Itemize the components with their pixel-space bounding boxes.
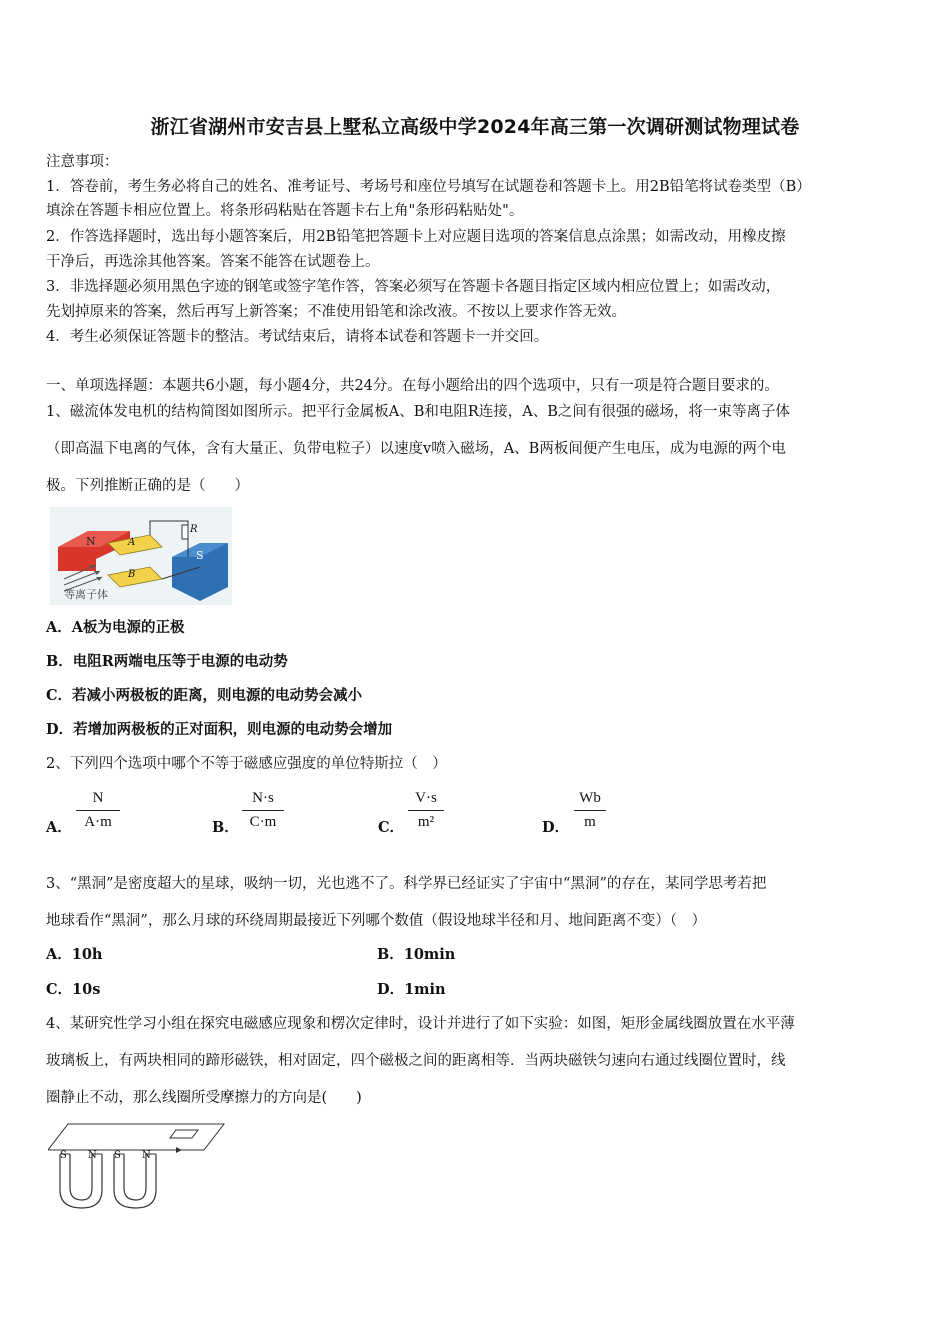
notice-line: 干净后，再选涂其他答案。答案不能答在试题卷上。 (46, 254, 380, 270)
figure-label-s: S (196, 549, 204, 562)
figure-label-r: R (190, 524, 198, 535)
question-1-option: B．电阻R两端电压等于电源的电动势 (46, 653, 288, 670)
pole-label: N (88, 1150, 97, 1161)
question-1-option: C．若减小两极板的距离，则电源的电动势会减小 (46, 687, 363, 704)
question-2-option-label: C． (378, 819, 405, 836)
pole-label: S (114, 1150, 121, 1161)
question-2-option-fraction: $\frac{Wb}{m}$ (574, 790, 606, 831)
mhd-generator-figure (50, 507, 232, 605)
figure-label-b: B (128, 569, 136, 580)
question-2-option-fraction: $\frac{V\cdot s}{\text{m²}}$ (408, 790, 444, 831)
question-1-stem: 1、磁流体发电机的结构简图如图所示。把平行金属板A、B和电阻R连接，A、B之间有很强的磁场，将一束等离子体 (46, 404, 790, 420)
question-3-option: A．10h (46, 946, 103, 963)
question-1-stem: 极。下列推断正确的是（ ） (46, 478, 249, 494)
question-4-stem: 4、某研究性学习小组在探究电磁感应现象和楞次定律时，设计并进行了如下实验：如图，矩形金属线圈放置在水平薄 (46, 1016, 795, 1032)
figure-label-n: N (86, 535, 96, 548)
notice-line: 1．答卷前，考生务必将自己的姓名、准考证号、考场号和座位号填写在试题卷和答题卡上。用2B铅笔将试卷类型（B） (46, 179, 811, 195)
question-2-option-label: A． (46, 819, 72, 836)
pole-label: S (60, 1150, 67, 1161)
figure-label-a: A (128, 537, 136, 548)
question-3-option: C．10s (46, 981, 101, 998)
notice-line: 4．考生必须保证答题卡的整洁。考试结束后，请将本试卷和答题卡一并交回。 (46, 329, 549, 345)
question-1-option: D．若增加两极板的正对面积，则电源的电动势会增加 (46, 721, 393, 738)
horseshoe-magnets-figure (48, 1120, 228, 1212)
question-2-option-fraction: $\frac{N}{A\cdot m}$ (76, 790, 120, 831)
question-2-option-label: B． (212, 819, 239, 836)
page-title: 浙江省湖州市安吉县上墅私立高级中学2024年高三第一次调研测试物理试卷 (150, 116, 800, 138)
question-3-stem: 地球看作“黑洞”，那么月球的环绕周期最接近下列哪个数值（假设地球半径和月、地间距离不变）（ ） (46, 913, 707, 929)
question-3-option: D．1min (377, 981, 446, 998)
question-2-option-fraction: $\frac{N\cdot s}{C\cdot m}$ (242, 790, 284, 831)
notice-line: 填涂在答题卡相应位置上。将条形码粘贴在答题卡右上角"条形码粘贴处"。 (46, 203, 524, 219)
figure-caption: 等离子体 (64, 588, 108, 601)
question-3-stem: 3、“黑洞”是密度超大的星球，吸纳一切，光也逃不了。科学界已经证实了宇宙中“黑洞”的存在，某同学思考若把 (46, 876, 767, 892)
notice-heading: 注意事项： (46, 154, 119, 170)
question-3-option: B．10min (377, 946, 456, 963)
question-4-stem: 玻璃板上，有两块相同的蹄形磁铁，相对固定，四个磁极之间的距离相等．当两块磁铁匀速向右通过线圈位置时，线 (46, 1053, 786, 1069)
question-2-stem: 2、下列四个选项中哪个不等于磁感应强度的单位特斯拉（ ） (46, 756, 447, 772)
section-heading: 一、单项选择题：本题共6小题，每小题4分，共24分。在每小题给出的四个选项中，只有一项是符合题目要求的。 (46, 378, 779, 394)
question-1-option: A．A板为电源的正极 (46, 619, 185, 636)
question-2-option-label: D． (542, 819, 570, 836)
pole-label: N (142, 1150, 151, 1161)
notice-line: 2．作答选择题时，选出每小题答案后，用2B铅笔把答题卡上对应题目选项的答案信息点涂黑；如需改动，用橡皮擦 (46, 229, 786, 245)
notice-line: 先划掉原来的答案，然后再写上新答案；不准使用铅笔和涂改液。不按以上要求作答无效。 (46, 304, 626, 320)
question-1-stem: （即高温下电离的气体，含有大量正、负带电粒子）以速度v喷入磁场，A、B两板间便产生电压，成为电源的两个电 (46, 441, 786, 457)
notice-line: 3．非选择题必须用黑色字迹的钢笔或签字笔作答，答案必须写在答题卡各题目指定区域内相应位置上；如需改动， (46, 279, 781, 295)
question-4-stem: 圈静止不动，那么线圈所受摩擦力的方向是( ) (46, 1090, 362, 1106)
